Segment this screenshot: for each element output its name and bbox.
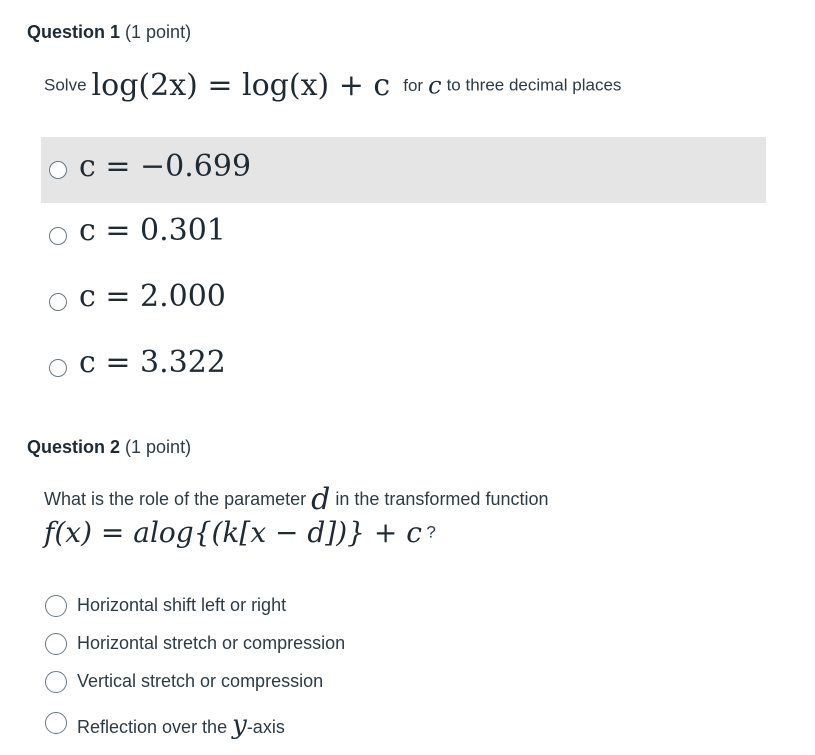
radio-button[interactable] (49, 293, 67, 311)
radio-button[interactable] (45, 712, 67, 734)
function-formula: f(x) = alog{(k[x − d])} + c (44, 516, 422, 549)
option-text: Reflection over the (77, 717, 228, 737)
prompt-equation: log(2x) = log(x) + c (91, 68, 391, 103)
question-1-points: (1 point) (125, 22, 192, 42)
question-2-prompt (44, 482, 549, 517)
question-2-points: (1 point) (125, 437, 192, 457)
question-2-title (27, 437, 191, 458)
question-2-function (44, 516, 436, 552)
question-1-title (27, 22, 191, 43)
prompt-variable: c (428, 71, 442, 100)
prompt-text-1: What is the role of the parameter (44, 489, 307, 509)
radio-button[interactable] (49, 359, 67, 377)
question-mark: ? (426, 522, 436, 542)
answer-option-1[interactable] (41, 137, 766, 203)
question-1-label: Question 1 (27, 22, 121, 42)
radio-button[interactable] (45, 595, 67, 617)
question-1-prompt (44, 68, 621, 108)
option-label: Horizontal shift left or right (77, 595, 287, 615)
option-label: c = 0.301 (79, 213, 226, 248)
option-label: c = −0.699 (79, 149, 252, 184)
answer-option-3[interactable] (41, 269, 766, 335)
option-label: c = 3.322 (79, 345, 226, 380)
radio-button[interactable] (49, 161, 67, 179)
option-label (77, 710, 285, 740)
parameter-variable: d (311, 482, 331, 517)
option-label: c = 2.000 (79, 279, 226, 314)
option-label: Vertical stretch or compression (77, 671, 324, 691)
answer-option-4[interactable] (41, 335, 766, 401)
answer-option-2[interactable] (41, 203, 766, 269)
radio-button[interactable] (49, 227, 67, 245)
option-variable: y (232, 710, 247, 740)
prompt-decimal: to three decimal places (446, 75, 622, 95)
prompt-for: for (403, 75, 424, 95)
prompt-solve: Solve (44, 75, 87, 95)
option-suffix: -axis (246, 717, 285, 737)
radio-button[interactable] (45, 633, 67, 655)
question-2-label: Question 2 (27, 437, 121, 457)
radio-button[interactable] (45, 671, 67, 693)
prompt-text-2: in the transformed function (335, 489, 549, 509)
option-label: Horizontal stretch or compression (77, 633, 346, 653)
